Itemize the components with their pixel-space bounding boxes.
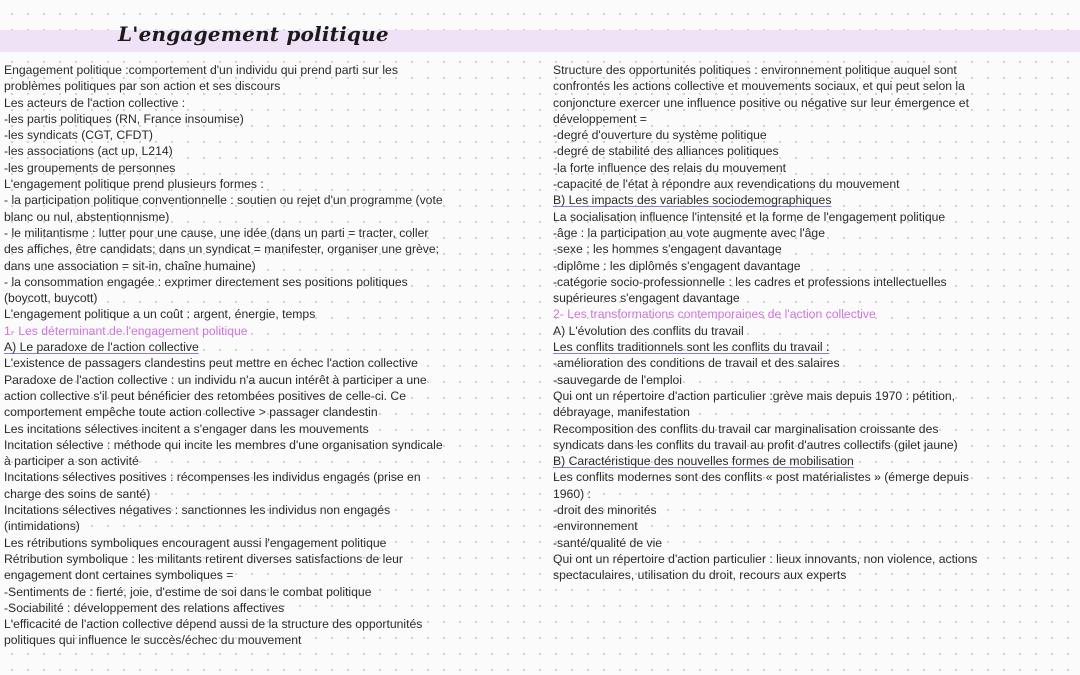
section-heading-line: B) Les impacts des variables sociodemographiques: [553, 193, 832, 208]
text-line: 1960) :: [553, 486, 591, 501]
text-line: -santé/qualité de vie: [553, 535, 663, 550]
text-line: spectaculaires, utilisation du droit, recours aux experts: [553, 568, 847, 583]
text-line: L'engagement politique a un coût : argent, énergie, temps: [4, 307, 316, 322]
text-line: -capacité de l'état à répondre aux revendications du mouvement: [553, 177, 900, 192]
text-line: Qui ont un répertoire d'action particulier :grève mais depuis 1970 : pétition,: [553, 388, 956, 403]
section-heading-line: A) Le paradoxe de l'action collective: [4, 340, 199, 355]
text-line: (boycott, buycott): [4, 291, 98, 306]
text-line: -les groupements de personnes: [4, 160, 176, 175]
text-line: dans une association = sit-in, chaîne humaine): [4, 258, 256, 273]
text-line: -sauvegarde de l'emploi: [553, 372, 683, 387]
text-line: -degré d'ouverture du système politique: [553, 128, 767, 143]
text-line: Paradoxe de l'action collective : un individu n'a aucun intérêt à participer a une: [4, 372, 427, 387]
text-line: -environnement: [553, 519, 638, 534]
text-line: engagement dont certaines symboliques =: [4, 568, 234, 583]
text-line: -les syndicats (CGT, CFDT): [4, 128, 153, 143]
text-line: Rétribution symbolique : les militants retirent diverses satisfactions de leur: [4, 551, 403, 566]
text-line: -catégorie socio-professionnelle : les cadres et professions intellectuelles: [553, 274, 947, 289]
text-line: Les conflits modernes sont des conflits « post matérialistes » (émerge depuis: [553, 470, 969, 485]
text-line: Incitations sélectives négatives : sanctionnes les individus non engagés: [4, 503, 391, 518]
text-line: blanc ou nul, abstentionnisme): [4, 209, 170, 224]
text-line: Structure des opportunités politiques : environnement politique auquel sont: [553, 63, 957, 77]
text-line: L'efficacité de l'action collective dépend aussi de la structure des opportunités: [4, 617, 423, 632]
text-line: - la consommation engagée : exprimer directement ses positions politiques: [4, 274, 408, 289]
text-line: Engagement politique :comportement d'un individu qui prend parti sur les: [4, 63, 398, 77]
text-line: politiques qui influence le succès/échec du mouvement: [4, 633, 302, 648]
text-line: (intimidations): [4, 519, 80, 534]
text-line: Incitation sélective : méthode qui incite les membres d'une organisation syndicale: [4, 437, 443, 452]
text-line: action collective s'il peut bénéficier des retombées positives de celle-ci. Ce: [4, 388, 407, 403]
text-line: -les partis politiques (RN, France insoumise): [4, 111, 244, 126]
text-line: - le militantisme : lutter pour une cause, une idée (dans un parti = tracter, coller: [4, 225, 429, 240]
text-line: Recomposition des conflits du travail car marginalisation croissante des: [553, 421, 939, 436]
section-heading-line: 1- Les déterminant de l'engagement politique: [4, 323, 248, 338]
text-line: -diplôme : les diplômés s'engagent davantage: [553, 258, 801, 273]
text-line: comportement empêche toute action collective > passager clandestin: [4, 405, 378, 420]
section-heading-line: Les conflits traditionnels sont les conflits du travail :: [553, 340, 830, 355]
text-line: La socialisation influence l'intensité et la forme de l'engagement politique: [553, 209, 946, 224]
text-line: -Sentiments de : fierté, joie, d'estime de soi dans le combat politique: [4, 584, 372, 599]
section-heading-line: B) Caractéristique des nouvelles formes de mobilisation: [553, 454, 854, 469]
text-line: à participer a son activité: [4, 454, 139, 469]
left-column: [4, 62, 524, 649]
text-line: développement =: [553, 111, 647, 126]
text-line: -âge : la participation au vote augmente avec l'âge: [553, 225, 825, 240]
right-column: [553, 62, 1058, 584]
text-line: L'existence de passagers clandestins peut mettre en échec l'action collective: [4, 356, 418, 371]
text-line: Incitations sélectives positives : récompenses les individus engagés (prise en: [4, 470, 421, 485]
text-line: débrayage, manifestation: [553, 405, 690, 420]
text-line: supérieures s'engagent davantage: [553, 291, 740, 306]
text-line: -la forte influence des relais du mouvement: [553, 160, 787, 175]
text-line: charge des soins de santé): [4, 486, 151, 501]
text-line: A) L'évolution des conflits du travail: [553, 323, 744, 338]
section-heading-line: 2- Les transformations contemporaines de l'action collective: [553, 307, 876, 322]
text-line: des affiches, être candidats; dans un syndicat = manifester, organiser une grève;: [4, 242, 440, 257]
text-line: - la participation politique conventionnelle : soutien ou rejet d'un programme (vote: [4, 193, 443, 208]
text-line: confrontés les actions collective et mouvements sociaux, et qui peut selon la: [553, 79, 965, 94]
text-line: -droit des minorités: [553, 503, 657, 518]
text-line: -sexe : les hommes s'engagent davantage: [553, 242, 782, 257]
text-line: Qui ont un répertoire d'action particulier : lieux innovants, non violence, actions: [553, 551, 978, 566]
text-line: -amélioration des conditions de travail et des salaires: [553, 356, 840, 371]
text-line: problèmes politiques par son action et ses discours: [4, 79, 281, 94]
text-line: Les incitations sélectives incitent a s'engager dans les mouvements: [4, 421, 369, 436]
text-line: Les acteurs de l'action collective :: [4, 95, 186, 110]
text-line: -Sociabilité : développement des relations affectives: [4, 600, 285, 615]
page-title: L'engagement politique: [118, 22, 389, 46]
text-line: conjoncture exercer une influence positive ou négative sur leur émergence et: [553, 95, 969, 110]
text-line: Les rétributions symboliques encouragent aussi l'engagement politique: [4, 535, 387, 550]
text-line: L'engagement politique prend plusieurs formes :: [4, 177, 264, 192]
text-line: syndicats dans les conflits du travail au profit d'autres collectifs (gilet jaune): [553, 437, 958, 452]
text-line: -les associations (act up, L214): [4, 144, 173, 159]
text-line: -degré de stabilité des alliances politiques: [553, 144, 779, 159]
